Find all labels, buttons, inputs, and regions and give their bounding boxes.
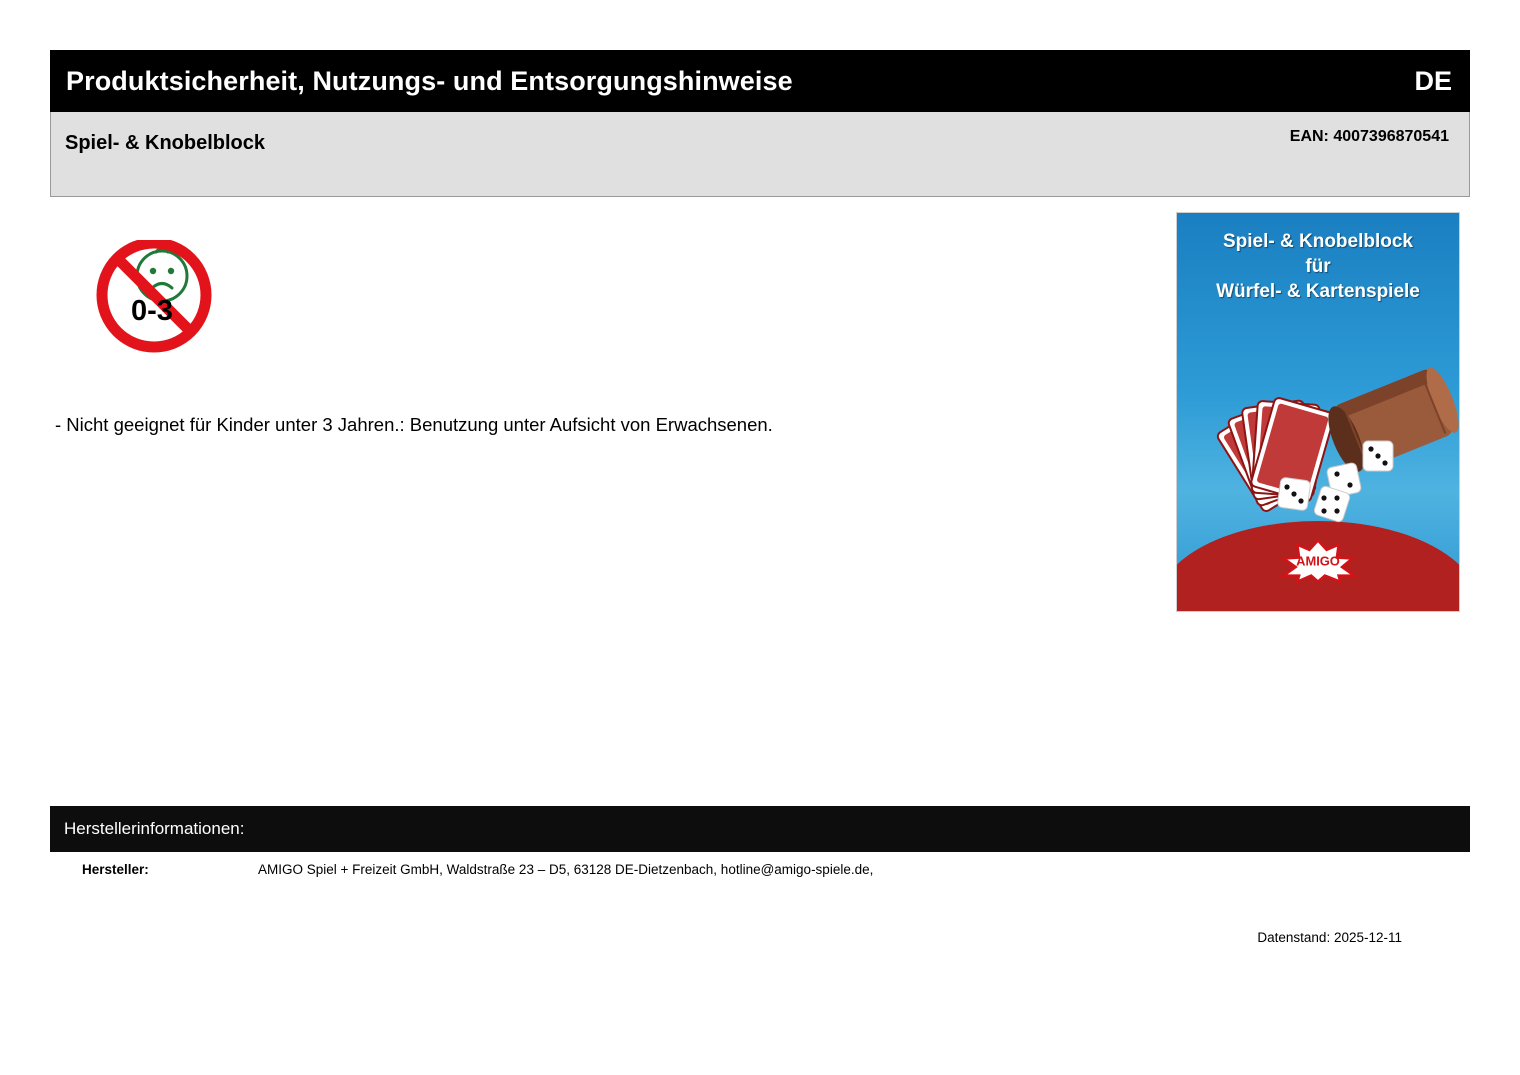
amigo-logo-text: AMIGO	[1296, 553, 1340, 569]
no-children-under-3-icon	[84, 240, 224, 362]
product-info-bar	[50, 112, 1470, 197]
language-code: DE	[1414, 65, 1452, 96]
product-image-title-line2: für	[1305, 256, 1331, 277]
product-image-title-line3: Würfel- & Kartenspiele	[1216, 281, 1420, 302]
product-image	[1176, 212, 1460, 612]
product-image-title	[1177, 229, 1459, 304]
product-name: Spiel- & Knobelblock	[65, 132, 266, 154]
manufacturer-value: AMIGO Spiel + Freizeit GmbH, Waldstraße 23 – D5, 63128 DE-Dietzenbach, hotline@amigo-spiele.de,	[258, 862, 874, 877]
datenstand-text: Datenstand: 2025-12-11	[1257, 930, 1402, 945]
safety-warning-text: - Nicht geeignet für Kinder unter 3 Jahren.: Benutzung unter Aufsicht von Erwachsenen.	[55, 414, 773, 435]
page-title: Produktsicherheit, Nutzungs- und Entsorgungshinweise	[66, 65, 793, 96]
product-image-title-line1: Spiel- & Knobelblock	[1222, 231, 1414, 252]
ean-code: EAN: 4007396870541	[1289, 128, 1449, 145]
document-header	[50, 50, 1470, 112]
manufacturer-label: Hersteller:	[82, 862, 149, 877]
age-range-label: 0-3	[131, 295, 173, 327]
manufacturer-section-title: Herstellerinformationen:	[50, 806, 1470, 852]
amigo-logo	[1275, 539, 1361, 583]
cards-and-dice-illustration	[1177, 333, 1460, 573]
